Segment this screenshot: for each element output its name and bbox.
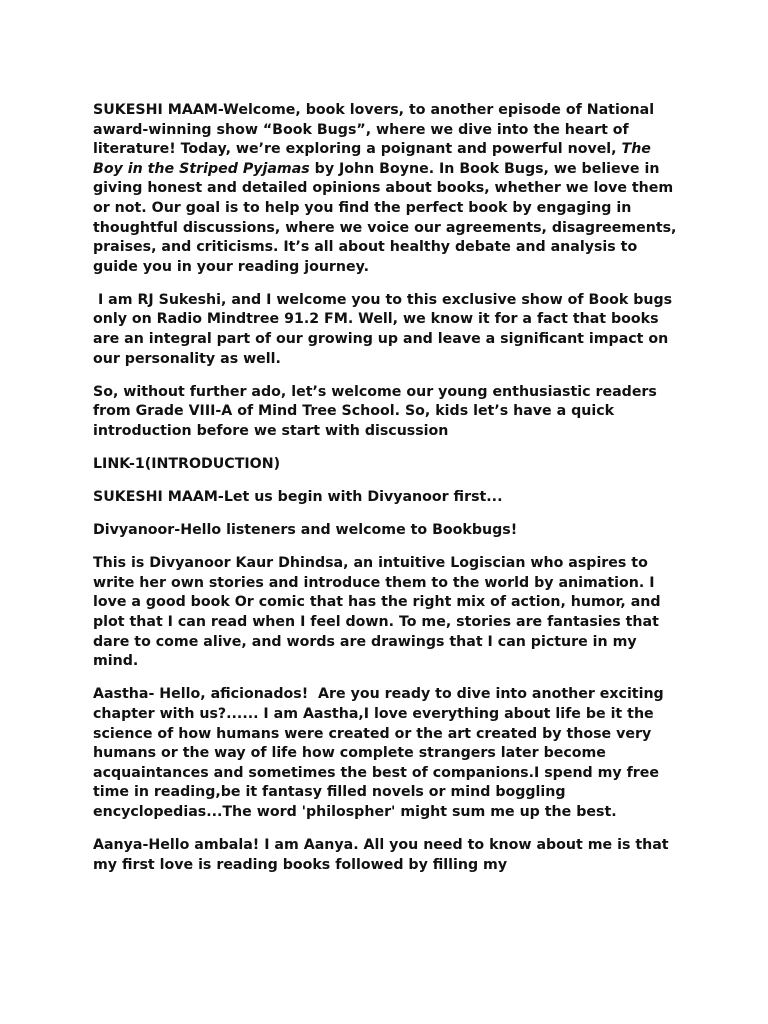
- paragraph-host-prompt: [93, 488, 683, 508]
- host-prompt-text: SUKESHI MAAM-Let us begin with Divyanoor first...: [93, 489, 503, 506]
- section-heading-text: LINK-1(INTRODUCTION): [93, 456, 281, 472]
- aastha-intro-text: Aastha- Hello, aficionados! Are you ready to dive into another exciting chapter with us?...... I am Aastha,I love everything about life be it the science of how humans were created or the art created by those very humans or the way of life how complete strangers later become acquaintances and sometimes the best of companions.I spend my free time in reading,be it fantasy filled novels or mind boggling encyclopedias...The word 'philospher' might sum me up the best.: [93, 686, 669, 820]
- readers-welcome-text: So, without further ado, let’s welcome our young enthusiastic readers from Grade VIII-A of Mind Tree School. So, kids let’s have a quick introduction before we start with discussion: [93, 383, 662, 439]
- document-page: [93, 101, 683, 889]
- aanya-intro-text: Aanya-Hello ambala! I am Aanya. All you need to know about me is that my first love is reading books followed by filling my: [93, 837, 674, 873]
- divyanoor-intro-text: This is Divyanoor Kaur Dhindsa, an intuitive Logiscian who aspires to write her own stories and introduce them to the world by animation. I love a good book Or comic that has the right mix of action, humor, and plot that I can read when I feel down. To me, stories are fantasies that dare to come alive, and words are drawings that I can picture in my mind.: [93, 555, 666, 670]
- rj-welcome-text: I am RJ Sukeshi, and I welcome you to this exclusive show of Book bugs only on Radio Mindtree 91.2 FM. Well, we know it for a fact that books are an integral part of our growing up and leave a significant impact on our personality as well.: [93, 291, 678, 367]
- paragraph-aastha-intro: [93, 685, 683, 822]
- section-heading-link-1: [93, 455, 683, 475]
- divyanoor-greeting-text: Divyanoor-Hello listeners and welcome to Bookbugs!: [93, 522, 518, 539]
- intro-text: SUKESHI MAAM-Welcome, book lovers, to another episode of National award-winning show “Book Bugs”, where we dive into the heart of literature! Today, we’re exploring a poignant and powerful novel,: [93, 102, 660, 158]
- paragraph-rj-welcome: [93, 291, 683, 369]
- intro-text-continued: by John Boyne. In Book Bugs, we believe in giving honest and detailed opinions about books, whether we love them or not. Our goal is to help you find the perfect book by engaging in thoughtful discussions, where we voice our agreements, disagreements, praises, and criticisms. It’s all about healthy debate and analysis to guide you in your reading journey.: [93, 160, 682, 275]
- paragraph-divyanoor-intro: [93, 554, 683, 672]
- paragraph-aanya-intro: [93, 836, 683, 875]
- paragraph-intro: [93, 101, 683, 277]
- book-title: The Boy in the Striped Pyjamas: [93, 141, 656, 177]
- paragraph-divyanoor-greeting: [93, 521, 683, 541]
- paragraph-readers-welcome: [93, 383, 683, 442]
